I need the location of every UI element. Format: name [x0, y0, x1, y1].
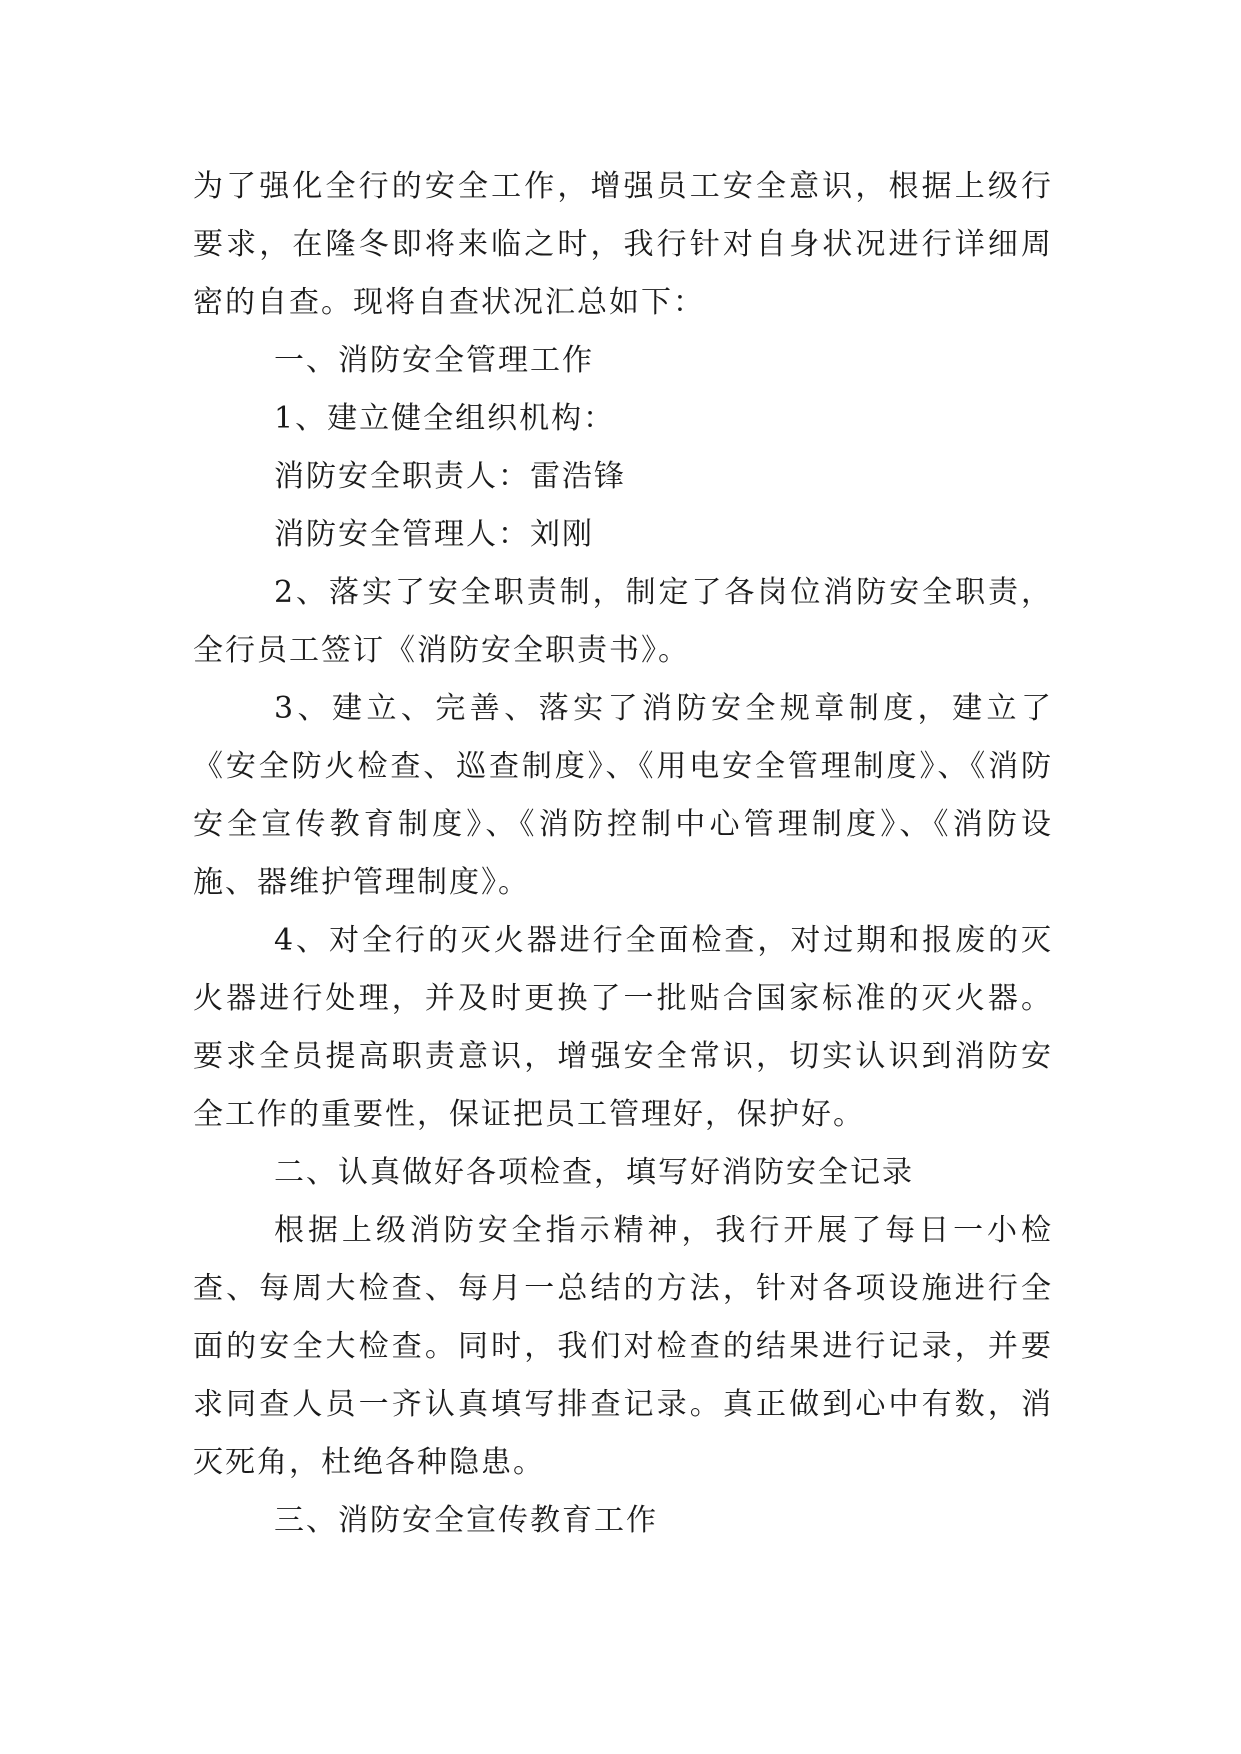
- item-rules-and-regulations: 3、建立、完善、落实了消防安全规章制度，建立了《安全防火检查、巡查制度》、《用电安全管理制度》、《消防安全宣传教育制度》、《消防控制中心管理制度》、《消防设施、器维护管理制度》。: [193, 691, 1053, 900]
- intro-paragraph: 为了强化全行的安全工作，增强员工安全意识，根据上级行要求，在隆冬即将来临之时，我行针对自身状况进行详细周密的自查。现将自查状况汇总如下：: [193, 169, 1053, 320]
- responsible-person-line: 消防安全职责人：雷浩锋: [274, 459, 626, 494]
- section-heading-inspections: 二、认真做好各项检查，填写好消防安全记录: [274, 1155, 914, 1190]
- manager-person-line: 消防安全管理人：刘刚: [274, 517, 594, 552]
- document-body: [193, 158, 1053, 1550]
- item-organization-heading: 1、建立健全组织机构：: [274, 401, 616, 436]
- item-responsibility-system: 2、落实了安全职责制，制定了各岗位消防安全职责，全行员工签订《消防安全职责书》。: [193, 575, 1053, 668]
- section-heading-fire-safety-management: 一、消防安全管理工作: [274, 343, 594, 378]
- inspections-paragraph: 根据上级消防安全指示精神，我行开展了每日一小检查、每周大检查、每月一总结的方法，针对各项设施进行全面的安全大检查。同时，我们对检查的结果进行记录，并要求同查人员一齐认真填写排查记录。真正做到心中有数，消灭死角，杜绝各种隐患。: [193, 1213, 1053, 1480]
- item-fire-extinguisher-check: 4、对全行的灭火器进行全面检查，对过期和报废的灭火器进行处理，并及时更换了一批贴合国家标准的灭火器。要求全员提高职责意识，增强安全常识，切实认识到消防安全工作的重要性，保证把员工管理好，保护好。: [193, 923, 1053, 1132]
- section-heading-education: 三、消防安全宣传教育工作: [274, 1503, 658, 1538]
